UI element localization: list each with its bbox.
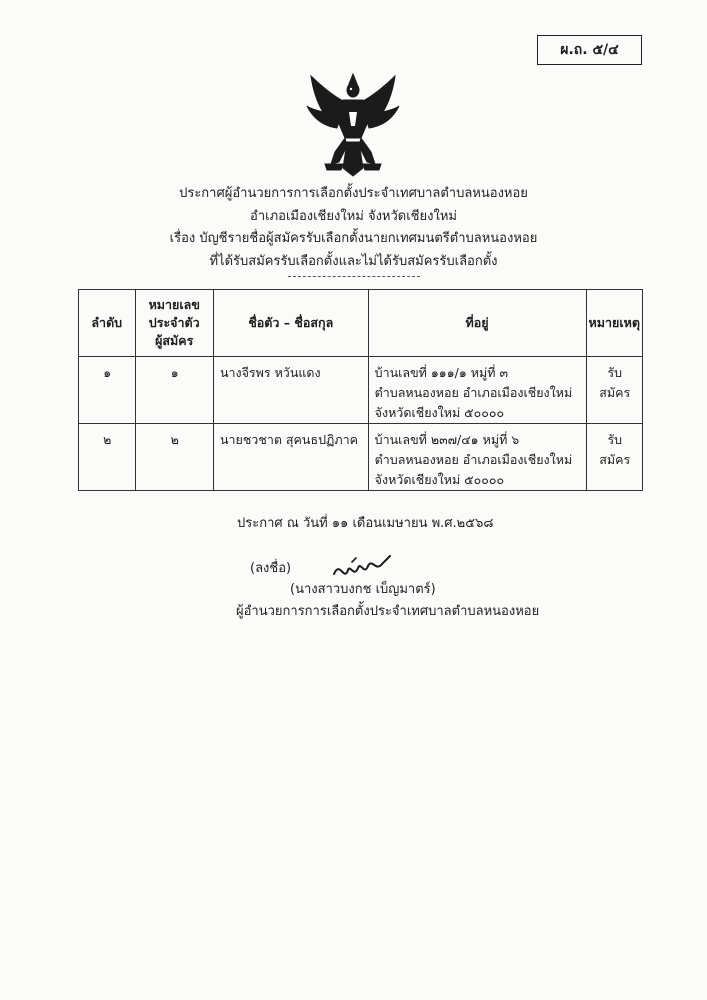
header-line-2: อำเภอเมืองเชียงใหม่ จังหวัดเชียงใหม่ — [250, 208, 457, 224]
row-number: ๒ — [135, 424, 213, 491]
row-order: ๑ — [79, 357, 136, 424]
row-order: ๒ — [79, 424, 136, 491]
signature-label: (ลงชื่อ) — [250, 561, 292, 576]
form-code: ผ.ถ. ๕/๔ — [560, 42, 619, 58]
garuda-emblem-icon — [305, 72, 401, 177]
form-code-box — [537, 35, 642, 65]
table-row — [79, 357, 643, 424]
header-line-4: ที่ได้รับสมัครรับเลือกตั้งและไม่ได้รับสมัครรับเลือกตั้ง — [209, 253, 498, 269]
column-candidate-number — [135, 290, 213, 357]
announcement-date: ประกาศ ณ วันที่ ๑๑ เดือนเมษายน พ.ศ.๒๕๖๘ — [237, 516, 494, 531]
header-divider — [288, 276, 420, 277]
column-address: ที่อยู่ — [368, 290, 586, 357]
address-line-3: จังหวัดเชียงใหม่ ๕๐๐๐๐ — [374, 472, 505, 487]
row-name: นายชวชาต สุคนธปฏิภาค — [213, 424, 368, 491]
address-line-2: ตำบลหนองหอย อำเภอเมืองเชียงใหม่ — [374, 452, 573, 467]
row-address — [368, 357, 586, 424]
signer-title: ผู้อำนวยการการเลือกตั้งประจำเทศบาลตำบลหนองหอย — [236, 604, 540, 619]
header-line-1: ประกาศผู้อำนวยการการเลือกตั้งประจำเทศบาลตำบลหนองหอย — [179, 186, 528, 201]
address-line-1: บ้านเลขที่ ๒๓๗/๔๑ หมู่ที่ ๖ — [374, 432, 520, 447]
column-number-line-1: หมายเลข — [148, 297, 200, 312]
address-line-3: จังหวัดเชียงใหม่ ๕๐๐๐๐ — [374, 405, 505, 420]
column-number-line-2: ประจำตัว — [148, 315, 200, 330]
row-name: นางจีรพร หวันแดง — [213, 357, 368, 424]
row-remark: รับสมัคร — [586, 357, 642, 424]
table-header-row — [79, 290, 643, 357]
address-line-2: ตำบลหนองหอย อำเภอเมืองเชียงใหม่ — [374, 385, 573, 400]
column-name: ชื่อตัว – ชื่อสกุล — [213, 290, 368, 357]
candidates-table — [78, 289, 643, 491]
header-line-3: เรื่อง บัญชีรายชื่อผู้สมัครรับเลือกตั้งนายกเทศมนตรีตำบลหนองหอย — [169, 231, 538, 246]
signer-name: (นางสาวบงกช เบ็ญมาตร์) — [290, 582, 436, 597]
column-number-line-3: ผู้สมัคร — [155, 333, 194, 348]
announcement-header — [0, 183, 707, 273]
column-order: ลำดับ — [79, 290, 136, 357]
row-number: ๑ — [135, 357, 213, 424]
table-row — [79, 424, 643, 491]
address-line-1: บ้านเลขที่ ๑๑๑/๑ หมู่ที่ ๓ — [374, 365, 508, 380]
row-remark: รับสมัคร — [586, 424, 642, 491]
row-address — [368, 424, 586, 491]
column-remark: หมายเหตุ — [586, 290, 642, 357]
